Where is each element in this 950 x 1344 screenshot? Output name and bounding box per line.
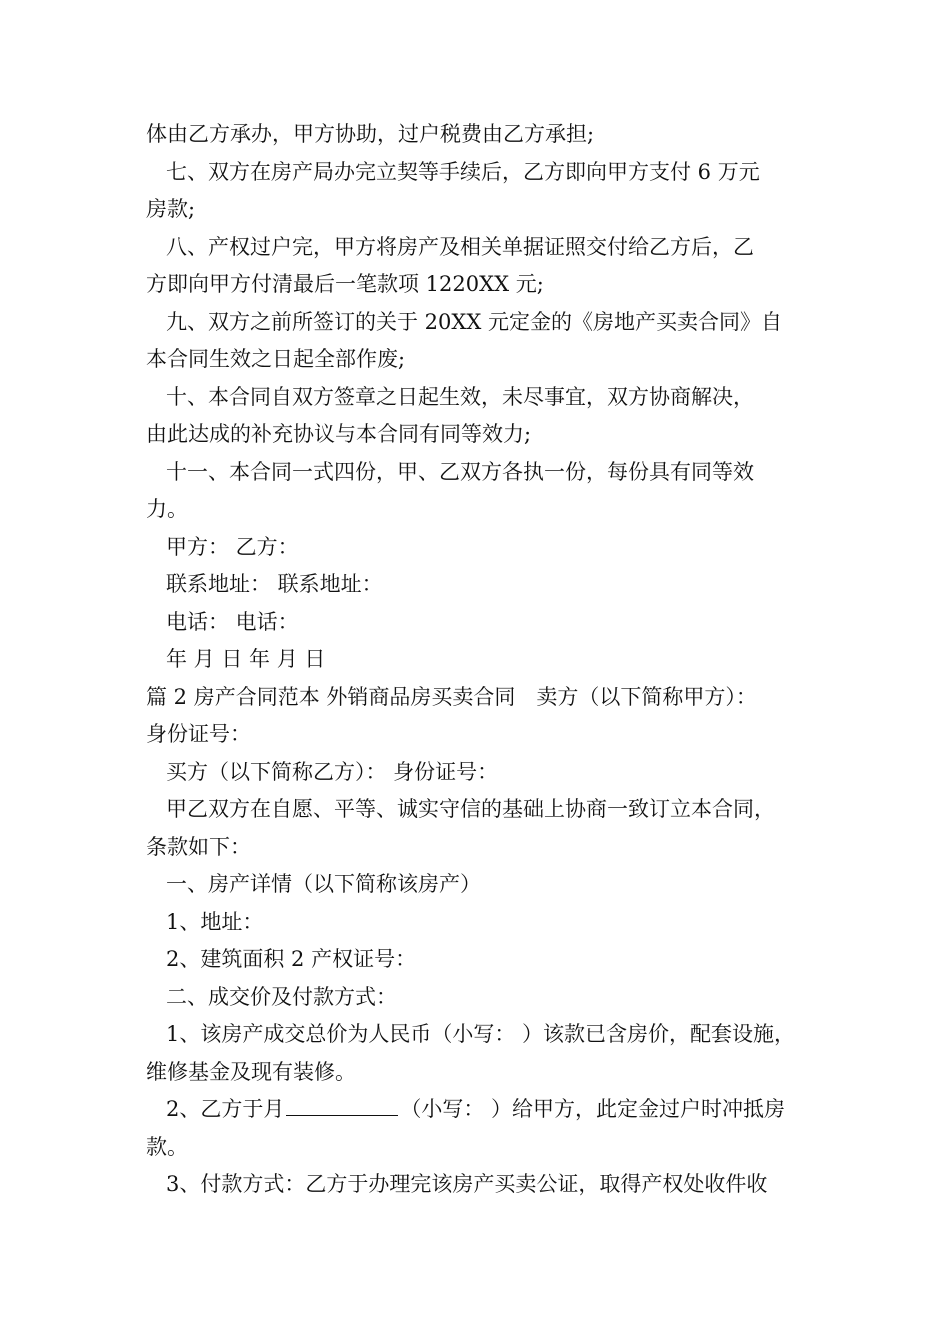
text-line: 体由乙方承办，甲方协助，过户税费由乙方承担; bbox=[146, 122, 595, 146]
text-line: 款。 bbox=[146, 1134, 188, 1159]
address-item: 1、地址： bbox=[166, 909, 264, 934]
fill-in-blank bbox=[286, 1093, 398, 1116]
contact-address-line: 联系地址： 联系地址： bbox=[166, 572, 383, 596]
party-signature-line: 甲方： 乙方： bbox=[166, 534, 299, 559]
text-line: 条款如下： bbox=[146, 834, 251, 859]
document-body bbox=[146, 116, 836, 1204]
article-1-heading: 一、房产详情（以下简称该房产） bbox=[166, 872, 481, 896]
price-item: 1、该房产成交总价为人民币（小写： ）该款已含房价，配套设施， bbox=[166, 1022, 796, 1046]
area-item: 2、建筑面积 2 产权证号： bbox=[166, 947, 417, 971]
preamble-line: 甲乙双方在自愿、平等、诚实守信的基础上协商一致订立本合同， bbox=[166, 797, 775, 821]
buyer-line: 买方（以下简称乙方）： 身份证号： bbox=[166, 759, 499, 784]
clause-11: 十一、本合同一式四份，甲、乙双方各执一份，每份具有同等效 bbox=[166, 459, 754, 484]
clause-10: 十、本合同自双方签章之日起生效，未尽事宜，双方协商解决， bbox=[166, 384, 754, 409]
text-line: 由此达成的补充协议与本合同有同等效力; bbox=[146, 422, 532, 446]
phone-line: 电话： 电话： bbox=[166, 609, 299, 634]
text-line: 方即向甲方付清最后一笔款项 1220XX 元; bbox=[146, 272, 544, 296]
deposit-item-start: 2、乙方于月 bbox=[166, 1097, 285, 1121]
clause-9: 九、双方之前所签订的关于 20XX 元定金的《房地产买卖合同》自 bbox=[166, 309, 782, 334]
deposit-item-end: （小写： ）给甲方，此定金过户时冲抵房 bbox=[400, 1097, 786, 1121]
text-line: 力。 bbox=[146, 497, 188, 521]
clause-8: 八、产权过户完，甲方将房产及相关单据证照交付给乙方后，乙 bbox=[166, 234, 754, 259]
date-line: 年 月 日 年 月 日 bbox=[166, 647, 326, 671]
section-heading: 篇 2 房产合同范本 外销商品房买卖合同 卖方（以下简称甲方）： bbox=[146, 684, 757, 709]
text-line: 房款; bbox=[146, 197, 196, 221]
deposit-item bbox=[146, 1091, 836, 1129]
article-2-heading: 二、成交价及付款方式： bbox=[166, 984, 397, 1009]
clause-7: 七、双方在房产局办完立契等手续后，乙方即向甲方支付 6 万元 bbox=[166, 159, 760, 184]
text-line: 本合同生效之日起全部作废; bbox=[146, 347, 406, 371]
payment-method-item: 3、付款方式：乙方于办理完该房产买卖公证，取得产权处收件收 bbox=[166, 1172, 768, 1196]
text-line: 身份证号： bbox=[146, 722, 251, 746]
text-line: 维修基金及现有装修。 bbox=[146, 1059, 356, 1084]
